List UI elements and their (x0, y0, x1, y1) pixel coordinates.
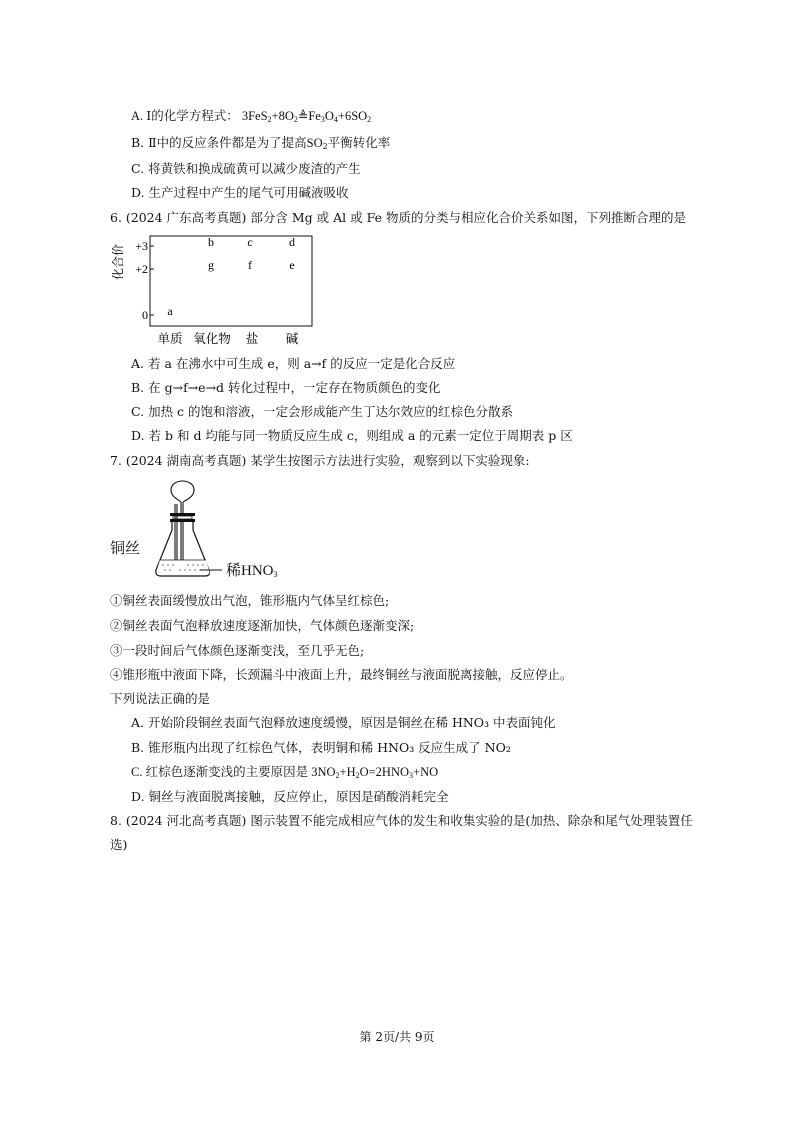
valence-chart-svg (112, 232, 322, 350)
acid-label-text: 稀HNO (226, 563, 274, 579)
subscript: 2 (355, 771, 360, 780)
q5-equation-part: +6SO (337, 109, 368, 123)
q5-option-b (131, 135, 390, 151)
subscript: 2 (267, 115, 272, 124)
q5-equation-part: 3FeS (241, 109, 268, 123)
page-footer: 第 2页/共 9页 (359, 1030, 435, 1044)
data-point-f: f (248, 258, 252, 272)
valence-chart (112, 232, 322, 350)
y-tick-label: 0 (142, 308, 148, 322)
q5-option-b-text: B. Ⅱ中的反应条件都是为了提高 (131, 135, 307, 150)
q5-option-b-text-end: 平衡转化率 (327, 135, 391, 150)
subscript: 4 (333, 115, 338, 124)
x-category-label: 碱 (285, 332, 299, 346)
x-category-label: 单质 (157, 332, 183, 346)
q5-option-a-text: A. Ⅰ的化学方程式： (131, 109, 239, 123)
q7-option-c-text: C. 红棕色逐渐变浅的主要原因是 3NO (131, 765, 336, 779)
q7-option-b: B. 锥形瓶内出现了红棕色气体，表明铜和稀 HNO₃ 反应生成了 NO₂ (131, 740, 511, 755)
subscript: 2 (367, 115, 372, 124)
dilute-nitric-acid-label (226, 563, 278, 579)
q5-option-c: C. 将黄铁和换成硫黄可以减少废渣的产生 (131, 161, 361, 176)
subscript: 3 (273, 570, 278, 579)
copper-wire-label: 铜丝 (110, 539, 141, 557)
subscript: 3 (409, 771, 414, 780)
q5-option-a (131, 108, 371, 124)
q7-observation-2: ②铜丝表面气泡释放速度逐渐加快，气体颜色逐渐变深; (110, 618, 415, 633)
q7-option-d: D. 铜丝与液面脱离接触，反应停止，原因是硝酸消耗完全 (131, 789, 449, 804)
stopper-icon (170, 513, 195, 522)
acid-liquid-icon (157, 560, 210, 575)
subscript: 2 (335, 771, 340, 780)
q6-option-d: D. 若 b 和 d 均能与同一物质反应生成 c，则组成 a 的元素一定位于周期表 p 区 (131, 428, 573, 443)
q7-observation-4: ④锥形瓶中液面下降，长颈漏斗中液面上升，最终铜丝与液面脱离接触，反应停止。 (110, 667, 573, 682)
q5-option-d: D. 生产过程中产生的尾气可用碱液吸收 (131, 185, 349, 200)
q7-option-c-text: +H (339, 765, 356, 779)
data-point-g: g (208, 258, 214, 272)
q7-option-c-text: O=2HNO (359, 765, 410, 779)
data-point-c: c (247, 235, 253, 249)
q6-option-c: C. 加热 c 的饱和溶液，一定会形成能产生丁达尔效应的红棕色分散系 (131, 404, 514, 419)
q8-stem-line-1: 8. (2024 河北高考真题) 图示装置不能完成相应气体的发生和收集实验的是(加热、除杂和尾气处理装置任 (110, 813, 693, 828)
data-point-b: b (208, 235, 214, 249)
subscript: 3 (320, 115, 325, 124)
q7-observation-3: ③一段时间后气体颜色逐渐变浅，至几乎无色; (110, 643, 365, 658)
q5-equation-part: O (324, 109, 334, 123)
q7-prompt: 下列说法正确的是 (110, 691, 211, 706)
q8-stem-line-2: 选) (110, 837, 128, 852)
y-tick-label: +2 (135, 262, 148, 276)
x-category-label: 盐 (245, 332, 259, 346)
y-axis-label: 化合价 (112, 243, 125, 281)
subscript: 2 (322, 142, 328, 151)
q7-option-c-text: +NO (413, 765, 439, 779)
x-category-label: 氧化物 (193, 332, 231, 346)
q7-option-a: A. 开始阶段铜丝表面气泡释放速度缓慢，原因是铜丝在稀 HNO₃ 中表面钝化 (131, 715, 556, 730)
q7-stem: 7. (2024 湖南高考真题) 某学生按图示方法进行实验，观察到以下实验现象: (110, 453, 530, 468)
q5-equation-part: ≜Fe (297, 109, 321, 123)
q7-observation-1: ①铜丝表面缓慢放出气泡，锥形瓶内气体呈红棕色; (110, 593, 390, 608)
q6-option-a: A. 若 a 在沸水中可生成 e，则 a→f 的反应一定是化合反应 (131, 356, 456, 371)
data-point-e: e (289, 258, 295, 272)
subscript: 2 (293, 115, 298, 124)
q6-option-b: B. 在 g→f→e→d 转化过程中，一定存在物质颜色的变化 (131, 380, 441, 395)
q7-option-c (131, 764, 438, 780)
data-point-a: a (167, 304, 173, 318)
q5-equation-part: +8O (271, 109, 294, 123)
q6-stem: 6. (2024 广东高考真题) 部分含 Mg 或 Al 或 Fe 物质的分类与相应化合价关系如图，下列推断合理的是 (110, 210, 686, 225)
q5-so2: SO (306, 136, 323, 150)
plot-frame (150, 236, 312, 326)
data-point-d: d (289, 235, 295, 249)
y-tick-label: +3 (135, 239, 148, 253)
